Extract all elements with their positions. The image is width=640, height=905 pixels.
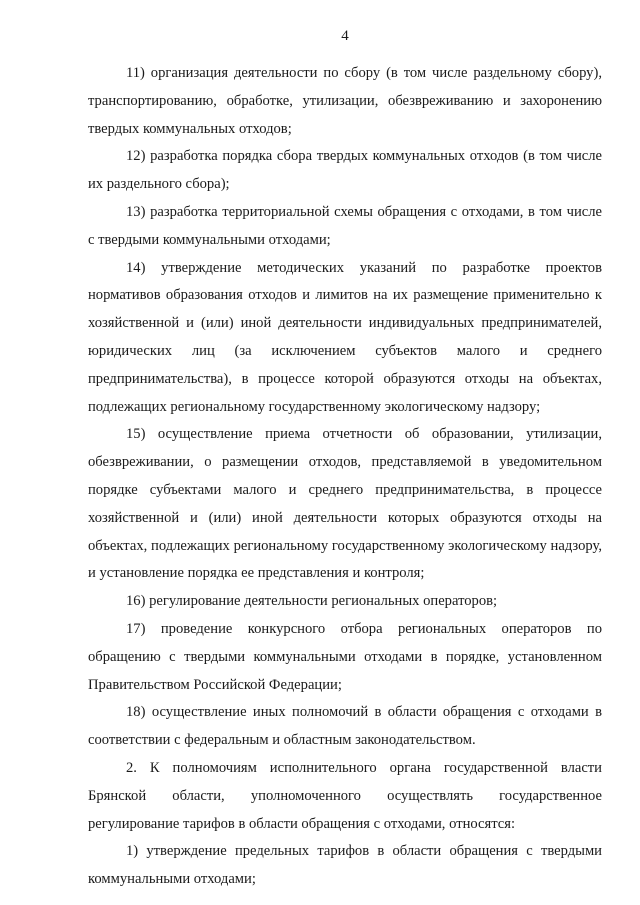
- paragraph-item-13: 13) разработка территориальной схемы обращения с отходами, в том числе с твердыми коммунальными отходами;: [88, 203, 602, 248]
- paragraph-section-2: 2. К полномочиям исполнительного органа государственной власти Брянской области, уполномоченного осуществлять государственное регулирование тарифов в области обращения с отходами, относятся:: [88, 759, 602, 832]
- document-body: [88, 60, 602, 894]
- paragraph-item-18: 18) осуществление иных полномочий в области обращения с отходами в соответствии с федеральным и областным законодательством.: [88, 704, 602, 749]
- page-number: 4: [341, 28, 349, 44]
- paragraph-item-14: 14) утверждение методических указаний по разработке проектов нормативов образования отходов и лимитов на их размещение применительно к хозяйственной и (или) иной деятельности индивидуальных предпринимателей, юридических лиц (за исключением субъектов малого и среднего предпринимательства), в процессе которой образуются отходы на объектах, подлежащих региональному государственному экологическому надзору;: [88, 259, 602, 415]
- paragraph-item-11: 11) организация деятельности по сбору (в том числе раздельному сбору), транспортированию, обработке, утилизации, обезвреживанию и захоронению твердых коммунальных отходов;: [88, 65, 602, 137]
- paragraph-section-2-item-1: 1) утверждение предельных тарифов в области обращения с твердыми коммунальными отходами;: [88, 843, 602, 888]
- paragraph-item-15: 15) осуществление приема отчетности об образовании, утилизации, обезвреживании, о размещении отходов, представляемой в уведомительном порядке субъектами малого и среднего предпринимательства, в процессе хозяйственной и (или) иной деятельности которых образуются отходы на объектах, подлежащих региональному государственному экологическому надзору, и установление порядка ее представления и контроля;: [88, 426, 602, 582]
- paragraph-item-17: 17) проведение конкурсного отбора региональных операторов по обращению с твердыми коммунальными отходами в порядке, установленном Правительством Российской Федерации;: [88, 620, 602, 693]
- paragraph-item-12: 12) разработка порядка сбора твердых коммунальных отходов (в том числе их раздельного сбора);: [88, 148, 602, 193]
- paragraph-item-16: 16) регулирование деятельности региональных операторов;: [126, 593, 498, 610]
